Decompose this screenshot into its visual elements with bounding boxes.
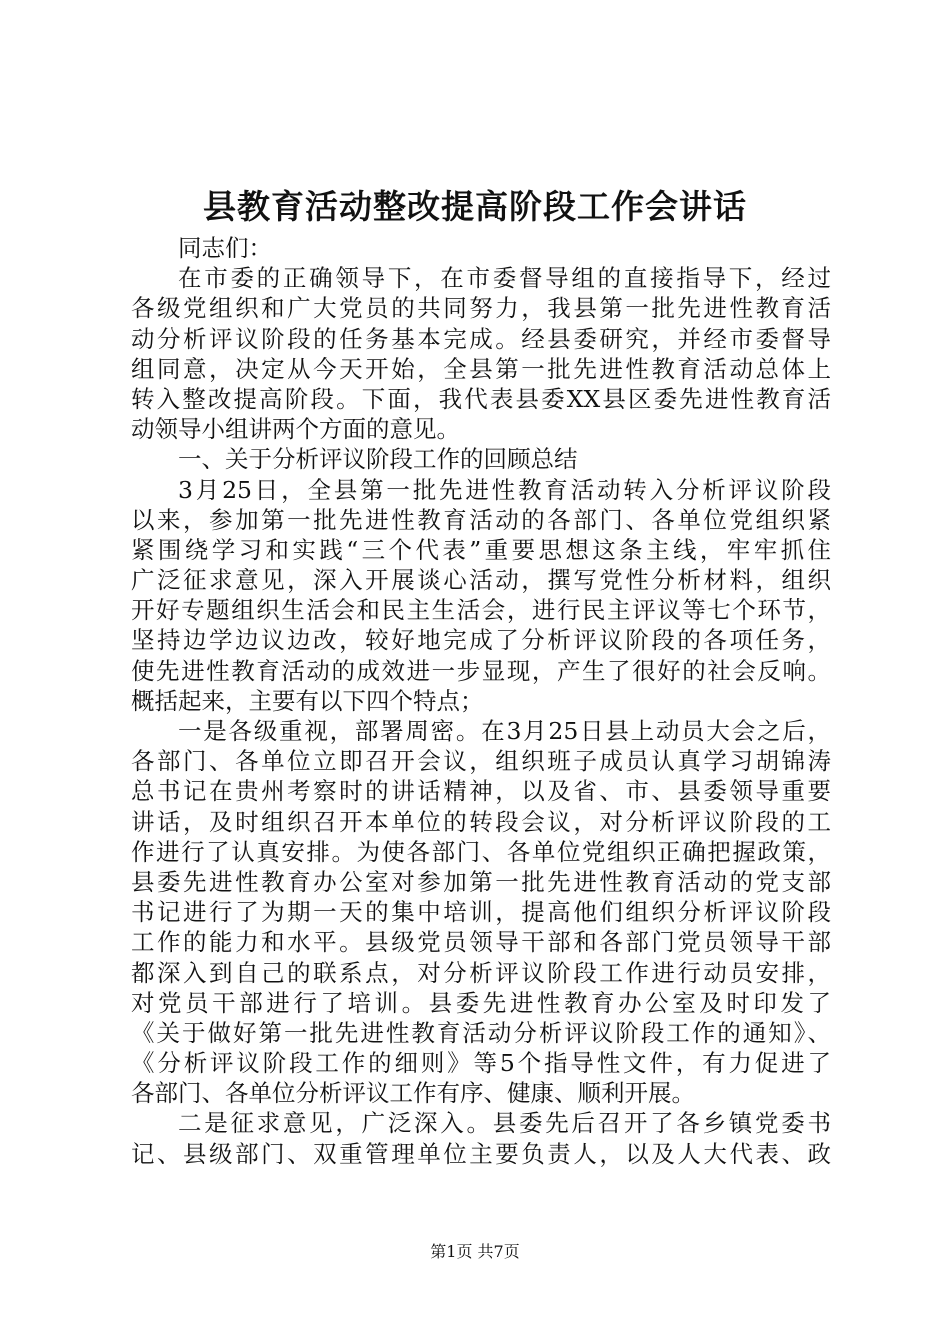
paragraph-line: 一是各级重视，部署周密。在3月25日县上动员大会之后， bbox=[178, 717, 831, 745]
paragraph-line: 各部门、各单位分析评议工作有序、健康、顺利开展。 bbox=[131, 1079, 695, 1108]
salutation: 同志们： bbox=[178, 234, 272, 262]
paragraph-line: 二是征求意见，广泛深入。县委先后召开了各乡镇党委书 bbox=[178, 1109, 831, 1138]
paragraph-line: 工作的能力和水平。县级党员领导干部和各部门党员领导干部 bbox=[131, 928, 831, 957]
paragraph-line: 在市委的正确领导下，在市委督导组的直接指导下，经过 bbox=[178, 264, 831, 293]
paragraph-line: 概括起来，主要有以下四个特点； bbox=[131, 686, 484, 715]
document-title: 县教育活动整改提高阶段工作会讲话 bbox=[203, 187, 747, 226]
paragraph-line: 各级党组织和广大党员的共同努力，我县第一批先进性教育活 bbox=[131, 294, 831, 323]
paragraph-line: 《分析评议阶段工作的细则》等5个指导性文件，有力促进了 bbox=[131, 1049, 831, 1078]
paragraph-line: 组同意，决定从今天开始，全县第一批先进性教育活动总体上 bbox=[131, 354, 831, 383]
paragraph-line: 记、县级部门、双重管理单位主要负责人，以及人大代表、政 bbox=[131, 1139, 831, 1168]
paragraph-line: 转入整改提高阶段。下面，我代表县委XX县区委先进性教育活 bbox=[131, 384, 831, 413]
paragraph-line: 对党员干部进行了培训。县委先进性教育办公室及时印发了 bbox=[131, 988, 831, 1017]
paragraph-line: 使先进性教育活动的成效进一步显现，产生了很好的社会反响。 bbox=[131, 656, 831, 685]
document-body bbox=[131, 233, 831, 1169]
paragraph-line: 3月25日，全县第一批先进性教育活动转入分析评议阶段 bbox=[178, 475, 831, 504]
paragraph-line: 紧围绕学习和实践“三个代表”重要思想这条主线，牢牢抓住 bbox=[131, 535, 831, 564]
paragraph-line: 动领导小组讲两个方面的意见。 bbox=[131, 415, 460, 444]
paragraph-line: 书记进行了为期一天的集中培训，提高他们组织分析评议阶段 bbox=[131, 898, 831, 927]
paragraph-line: 各部门、各单位立即召开会议，组织班子成员认真学习胡锦涛 bbox=[131, 747, 831, 776]
paragraph-line: 动分析评议阶段的任务基本完成。经县委研究，并经市委督导 bbox=[131, 324, 831, 353]
paragraph-line: 广泛征求意见，深入开展谈心活动，撰写党性分析材料，组织 bbox=[131, 566, 831, 595]
paragraph-line: 以来，参加第一批先进性教育活动的各部门、各单位党组织紧 bbox=[131, 505, 831, 534]
paragraph-line: 讲话，及时组织召开本单位的转段会议，对分析评议阶段的工 bbox=[131, 807, 831, 836]
paragraph-line: 作进行了认真安排。为使各部门、各单位党组织正确把握政策， bbox=[131, 837, 831, 866]
paragraph-line: 总书记在贵州考察时的讲话精神，以及省、市、县委领导重要 bbox=[131, 777, 831, 806]
paragraph-line: 县委先进性教育办公室对参加第一批先进性教育活动的党支部 bbox=[131, 867, 831, 896]
section-heading: 一、关于分析评议阶段工作的回顾总结 bbox=[178, 445, 578, 474]
page-number-footer: 第1页 共7页 bbox=[430, 1242, 520, 1261]
paragraph-line: 开好专题组织生活会和民主生活会，进行民主评议等七个环节， bbox=[131, 596, 831, 625]
paragraph-line: 坚持边学边议边改，较好地完成了分析评议阶段的各项任务， bbox=[131, 626, 831, 655]
paragraph-line: 《关于做好第一批先进性教育活动分析评议阶段工作的通知》、 bbox=[131, 1018, 831, 1047]
paragraph-line: 都深入到自己的联系点，对分析评议阶段工作进行动员安排， bbox=[131, 958, 831, 987]
